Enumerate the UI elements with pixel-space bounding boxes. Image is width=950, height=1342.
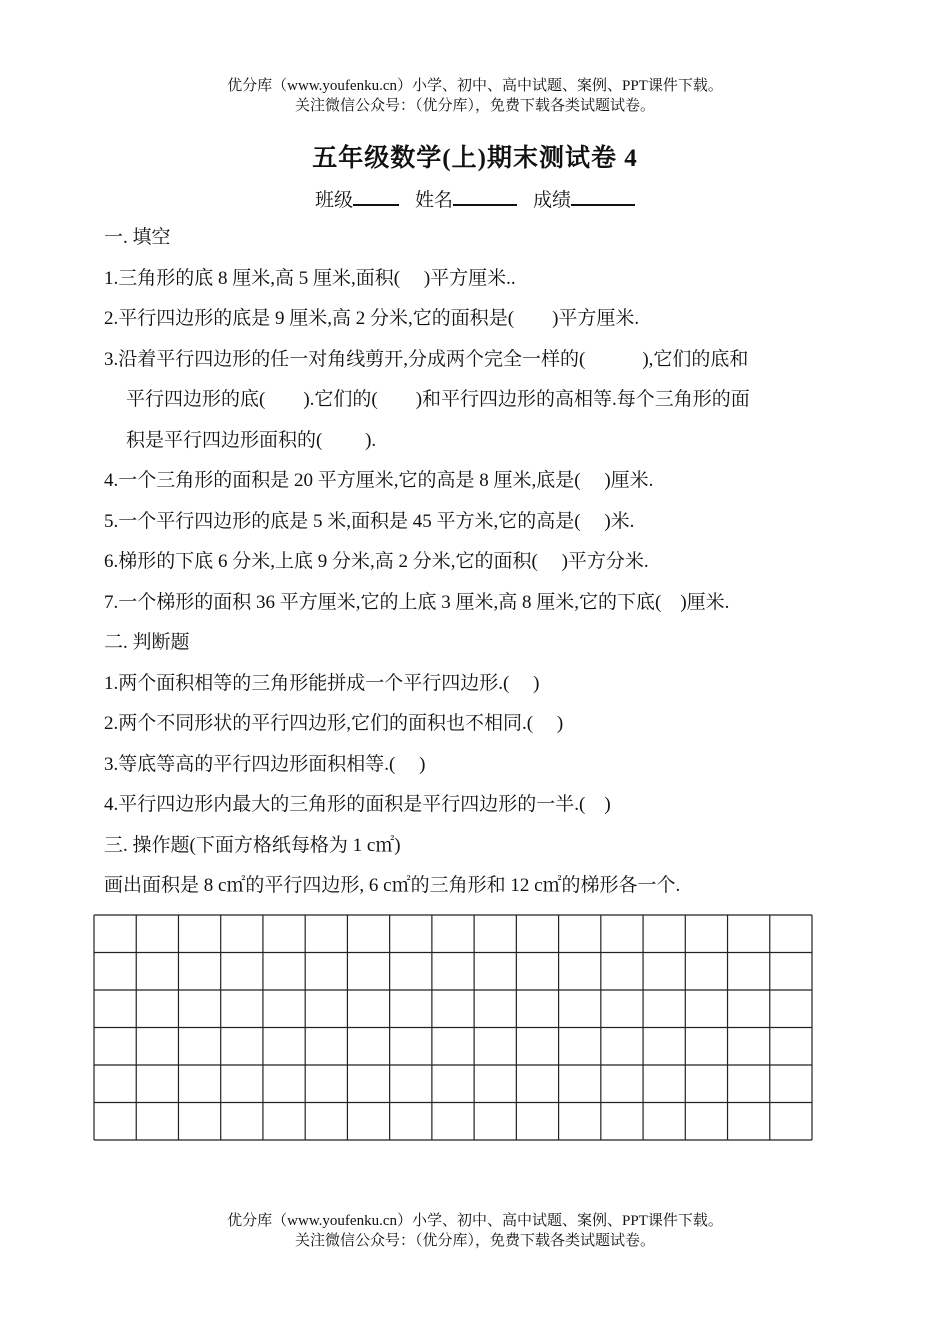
fill-question-7: 7.一个梯形的面积 36 平方厘米,它的上底 3 厘米,高 8 厘米,它的下底( )厘米.	[104, 591, 730, 613]
fill-question-3-line-2: 平行四边形的底( ).它们的( )和平行四边形的高相等.每个三角形的面	[126, 389, 750, 410]
top-header	[0, 76, 950, 116]
student-info-line	[0, 185, 950, 212]
fill-question-2: 2.平行四边形的底是 9 厘米,高 2 分米,它的面积是( )平方厘米.	[104, 308, 640, 329]
fill-question-5: 5.一个平行四边形的底是 5 米,面积是 45 平方米,它的高是( )米.	[104, 510, 635, 532]
grid-paper[interactable]	[93, 914, 813, 1141]
judge-question-2: 2.两个不同形状的平行四边形,它们的面积也不相同.( )	[104, 713, 564, 734]
name-label: 姓名	[414, 190, 453, 211]
judge-heading: 二. 判断题	[104, 632, 190, 653]
class-label: 班级	[314, 190, 353, 211]
score-label: 成绩	[533, 190, 572, 211]
bottom-header	[0, 1211, 950, 1251]
fill-question-4: 4.一个三角形的面积是 20 平方厘米,它的高是 8 厘米,底是( )厘米.	[104, 470, 654, 491]
footer-line-2: 关注微信公众号：（优分库），免费下载各类试题试卷。	[294, 1233, 655, 1249]
page-title: 五年级数学(上)期末测试卷 4	[312, 145, 638, 172]
header-line-1: 优分库（www.youfenku.cn）小学、初中、高中试题、案例、PPT课件下载。	[227, 78, 723, 94]
fill-question-1: 1.三角形的底 8 厘米,高 5 厘米,面积( )平方厘米..	[104, 267, 516, 289]
operate-instruction: 画出面积是 8 c㎡的平行四边形, 6 c㎡的三角形和 12 c㎡的梯形各一个.	[104, 875, 681, 896]
question-content	[104, 224, 864, 913]
operate-heading: 三. 操作题(下面方格纸每格为 1 c㎡)	[104, 834, 401, 856]
judge-question-4: 4.平行四边形内最大的三角形的面积是平行四边形的一半.( )	[104, 794, 611, 815]
grid-paper-svg[interactable]	[93, 914, 813, 1141]
header-line-2: 关注微信公众号：（优分库），免费下载各类试题试卷。	[294, 98, 655, 114]
score-blank[interactable]	[571, 187, 635, 206]
fill-question-3-line-1: 3.沿着平行四边形的任一对角线剪开,分成两个完全一样的( ),它们的底和	[104, 348, 749, 370]
name-blank[interactable]	[453, 187, 517, 206]
class-blank[interactable]	[353, 187, 399, 206]
fill-heading: 一. 填空	[104, 227, 171, 248]
judge-question-3: 3.等底等高的平行四边形面积相等.( )	[104, 753, 426, 775]
fill-question-3-line-3: 积是平行四边形面积的( ).	[126, 429, 377, 451]
footer-line-1: 优分库（www.youfenku.cn）小学、初中、高中试题、案例、PPT课件下载。	[227, 1213, 723, 1229]
judge-question-1: 1.两个面积相等的三角形能拼成一个平行四边形.( )	[104, 672, 540, 694]
fill-question-6: 6.梯形的下底 6 分米,上底 9 分米,高 2 分米,它的面积( )平方分米.	[104, 551, 649, 572]
